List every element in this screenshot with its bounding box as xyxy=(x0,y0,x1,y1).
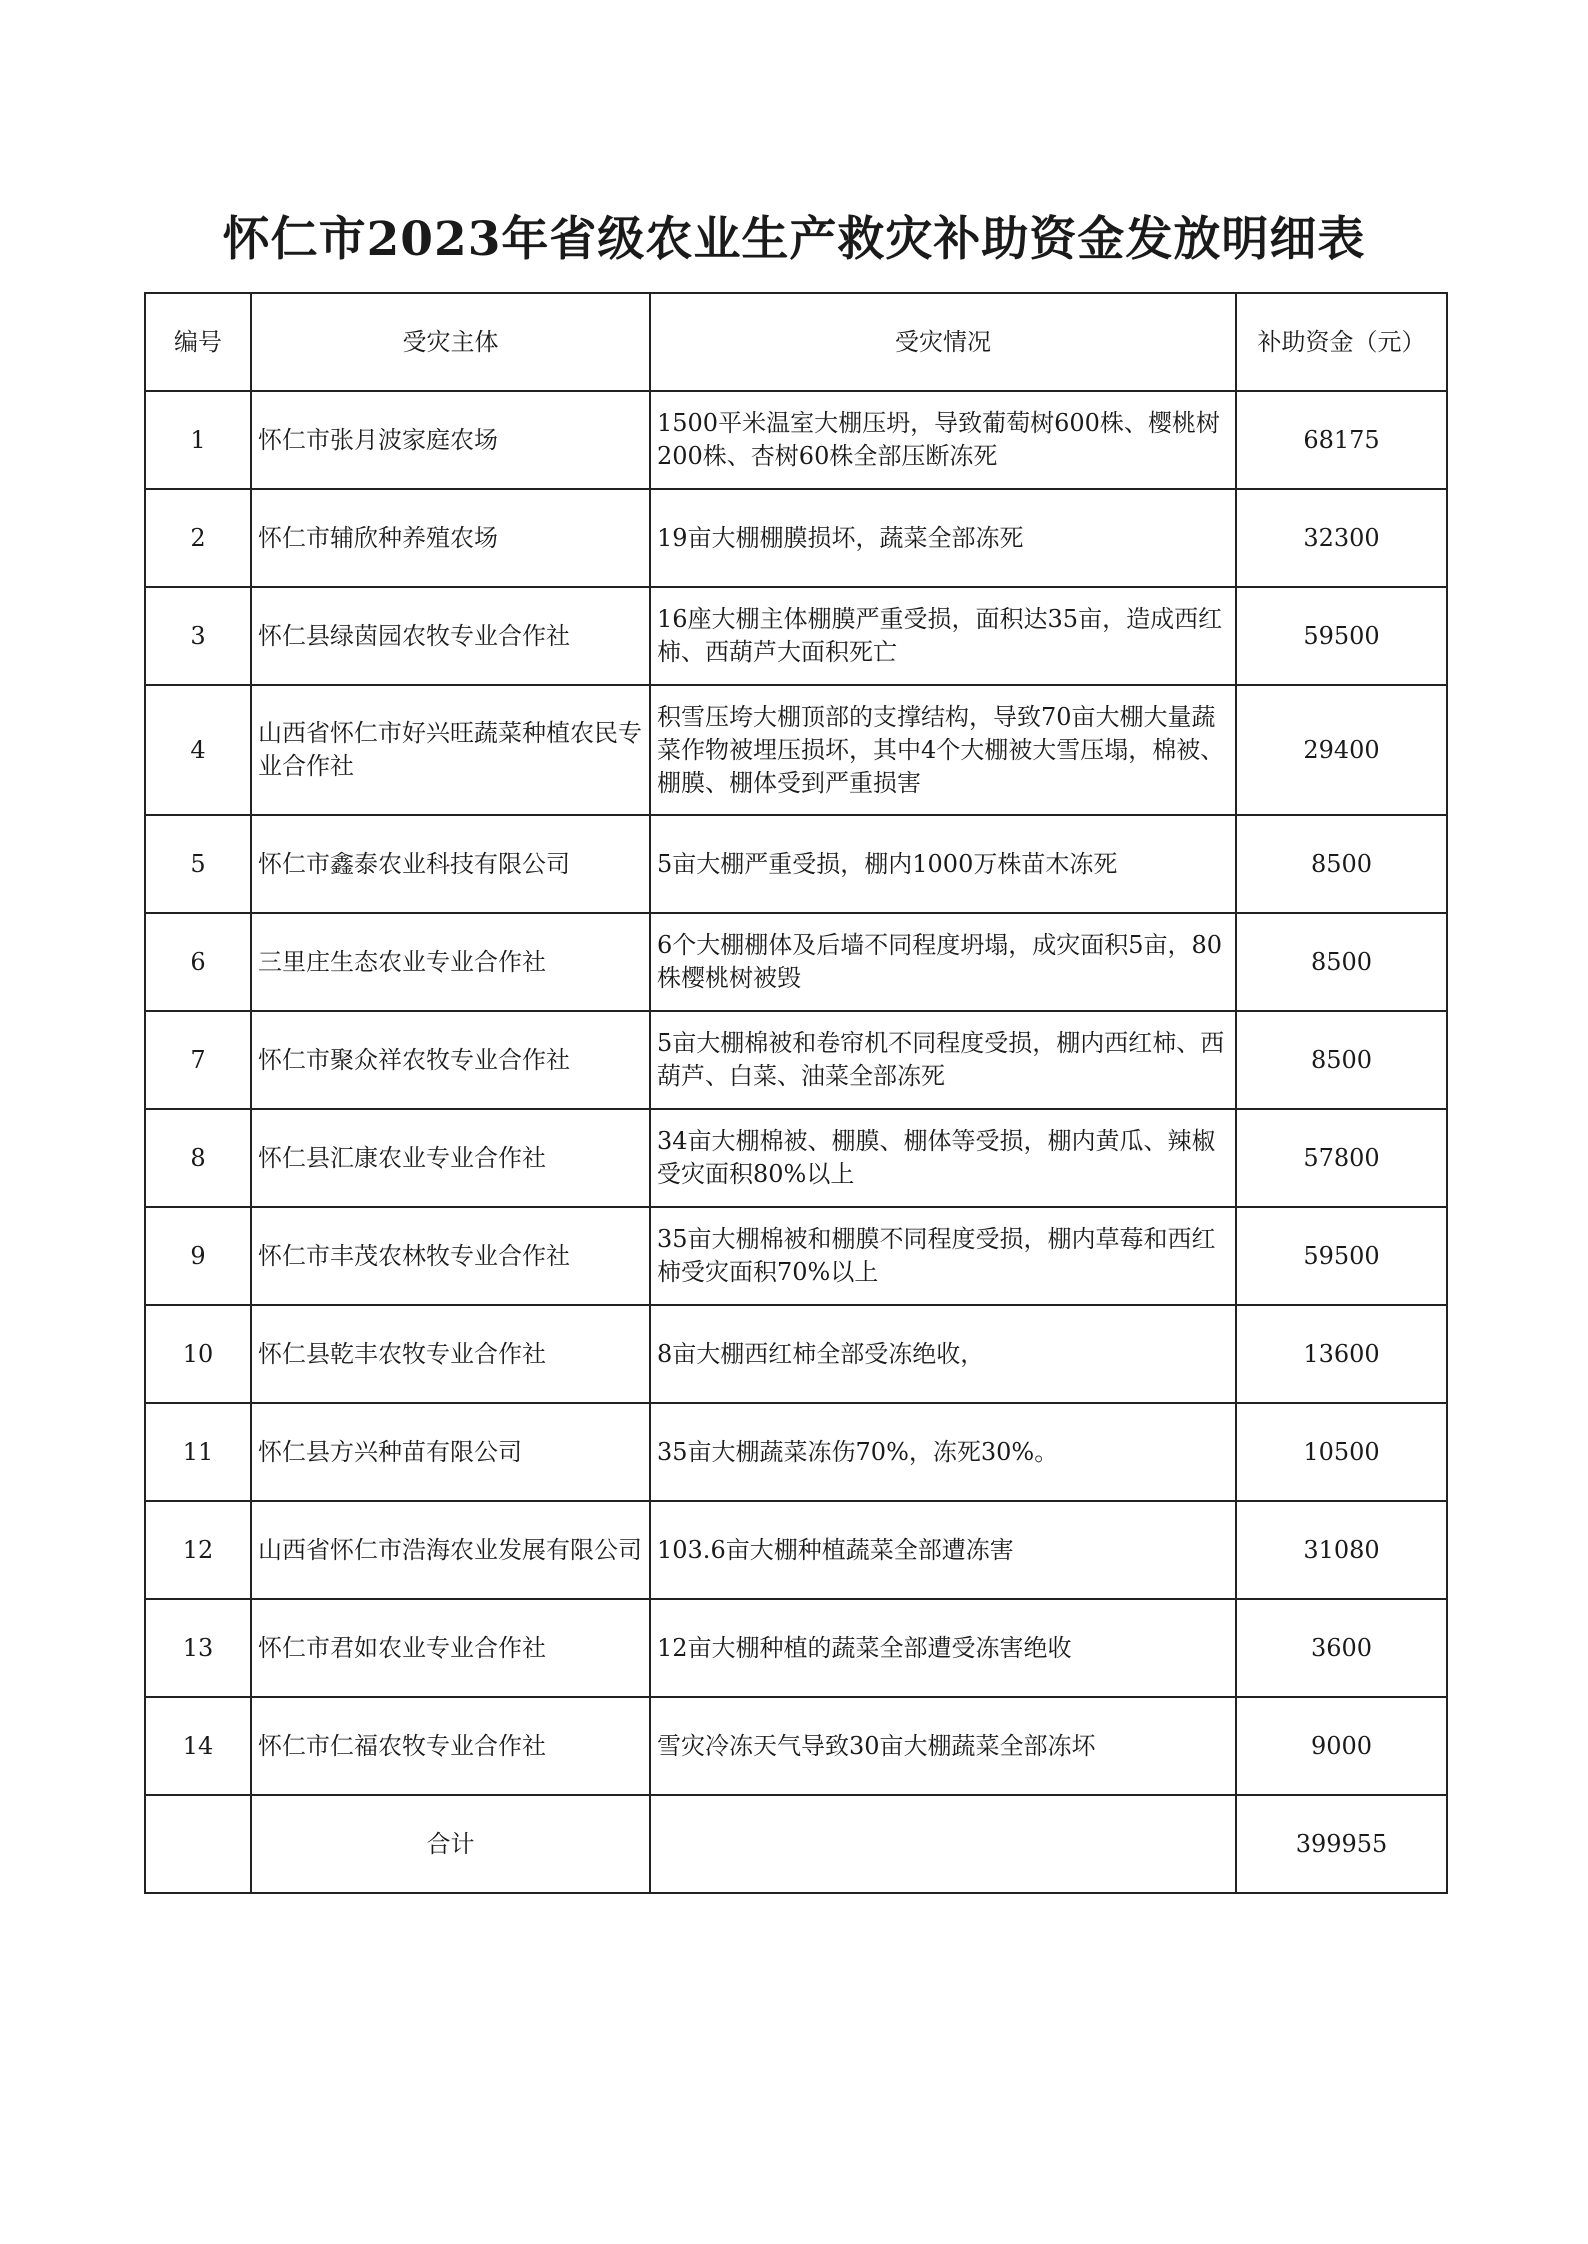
table-row xyxy=(145,587,1447,685)
row-amount: 32300 xyxy=(1236,489,1447,587)
row-entity: 怀仁县绿茵园农牧专业合作社 xyxy=(251,587,650,685)
row-amount: 8500 xyxy=(1236,815,1447,913)
row-entity: 怀仁市君如农业专业合作社 xyxy=(251,1599,650,1697)
table-row xyxy=(145,1207,1447,1305)
row-no: 7 xyxy=(145,1011,251,1109)
table-row xyxy=(145,1599,1447,1697)
row-desc: 35亩大棚棉被和棚膜不同程度受损，棚内草莓和西红柿受灾面积70%以上 xyxy=(650,1207,1236,1305)
row-entity: 怀仁市仁福农牧专业合作社 xyxy=(251,1697,650,1795)
row-desc: 积雪压垮大棚顶部的支撑结构，导致70亩大棚大量蔬菜作物被埋压损坏，其中4个大棚被大雪压塌，棉被、棚膜、棚体受到严重损害 xyxy=(650,685,1236,815)
header-desc: 受灾情况 xyxy=(650,293,1236,391)
row-amount: 57800 xyxy=(1236,1109,1447,1207)
row-entity: 怀仁县乾丰农牧专业合作社 xyxy=(251,1305,650,1403)
table-header-row xyxy=(145,293,1447,391)
row-amount: 8500 xyxy=(1236,913,1447,1011)
row-amount: 10500 xyxy=(1236,1403,1447,1501)
total-row xyxy=(145,1795,1447,1893)
row-desc: 6个大棚棚体及后墙不同程度坍塌，成灾面积5亩，80株樱桃树被毁 xyxy=(650,913,1236,1011)
row-desc: 103.6亩大棚种植蔬菜全部遭冻害 xyxy=(650,1501,1236,1599)
row-no: 2 xyxy=(145,489,251,587)
row-amount: 3600 xyxy=(1236,1599,1447,1697)
row-amount: 68175 xyxy=(1236,391,1447,489)
row-amount: 29400 xyxy=(1236,685,1447,815)
row-desc: 5亩大棚严重受损，棚内1000万株苗木冻死 xyxy=(650,815,1236,913)
table-row xyxy=(145,1697,1447,1795)
table-row xyxy=(145,685,1447,815)
row-no: 3 xyxy=(145,587,251,685)
row-desc: 8亩大棚西红柿全部受冻绝收， xyxy=(650,1305,1236,1403)
row-entity: 三里庄生态农业专业合作社 xyxy=(251,913,650,1011)
row-entity: 怀仁市张月波家庭农场 xyxy=(251,391,650,489)
header-no: 编号 xyxy=(145,293,251,391)
table-row xyxy=(145,1305,1447,1403)
table-row xyxy=(145,815,1447,913)
row-no: 10 xyxy=(145,1305,251,1403)
total-amount: 399955 xyxy=(1236,1795,1447,1893)
row-entity: 怀仁市聚众祥农牧专业合作社 xyxy=(251,1011,650,1109)
row-amount: 31080 xyxy=(1236,1501,1447,1599)
row-desc: 34亩大棚棉被、棚膜、棚体等受损，棚内黄瓜、辣椒受灾面积80%以上 xyxy=(650,1109,1236,1207)
row-entity: 山西省怀仁市好兴旺蔬菜种植农民专业合作社 xyxy=(251,685,650,815)
row-desc: 19亩大棚棚膜损坏，蔬菜全部冻死 xyxy=(650,489,1236,587)
row-no: 9 xyxy=(145,1207,251,1305)
row-no: 8 xyxy=(145,1109,251,1207)
row-no: 5 xyxy=(145,815,251,913)
row-entity: 怀仁县汇康农业专业合作社 xyxy=(251,1109,650,1207)
table-row xyxy=(145,489,1447,587)
row-no: 4 xyxy=(145,685,251,815)
table-row xyxy=(145,913,1447,1011)
row-desc: 16座大棚主体棚膜严重受损，面积达35亩，造成西红柿、西葫芦大面积死亡 xyxy=(650,587,1236,685)
row-entity: 怀仁市丰茂农林牧专业合作社 xyxy=(251,1207,650,1305)
header-amount: 补助资金（元） xyxy=(1236,293,1447,391)
row-amount: 59500 xyxy=(1236,587,1447,685)
row-no: 1 xyxy=(145,391,251,489)
row-amount: 8500 xyxy=(1236,1011,1447,1109)
total-label: 合计 xyxy=(251,1795,650,1893)
row-desc: 12亩大棚种植的蔬菜全部遭受冻害绝收 xyxy=(650,1599,1236,1697)
row-amount: 13600 xyxy=(1236,1305,1447,1403)
row-no: 14 xyxy=(145,1697,251,1795)
row-desc: 35亩大棚蔬菜冻伤70%，冻死30%。 xyxy=(650,1403,1236,1501)
row-entity: 怀仁市辅欣种养殖农场 xyxy=(251,489,650,587)
table-row xyxy=(145,1011,1447,1109)
header-entity: 受灾主体 xyxy=(251,293,650,391)
table-row xyxy=(145,391,1447,489)
page-title: 怀仁市2023年省级农业生产救灾补助资金发放明细表 xyxy=(222,212,1366,267)
total-desc-cell xyxy=(650,1795,1236,1893)
row-no: 6 xyxy=(145,913,251,1011)
row-amount: 59500 xyxy=(1236,1207,1447,1305)
row-desc: 1500平米温室大棚压坍，导致葡萄树600株、樱桃树200株、杏树60株全部压断冻死 xyxy=(650,391,1236,489)
row-no: 13 xyxy=(145,1599,251,1697)
row-entity: 山西省怀仁市浩海农业发展有限公司 xyxy=(251,1501,650,1599)
row-desc: 雪灾冷冻天气导致30亩大棚蔬菜全部冻坏 xyxy=(650,1697,1236,1795)
row-no: 12 xyxy=(145,1501,251,1599)
table-row xyxy=(145,1403,1447,1501)
row-entity: 怀仁县方兴种苗有限公司 xyxy=(251,1403,650,1501)
row-desc: 5亩大棚棉被和卷帘机不同程度受损，棚内西红柿、西葫芦、白菜、油菜全部冻死 xyxy=(650,1011,1236,1109)
subsidy-detail-table xyxy=(144,292,1448,1894)
row-amount: 9000 xyxy=(1236,1697,1447,1795)
row-no: 11 xyxy=(145,1403,251,1501)
table-row xyxy=(145,1501,1447,1599)
table-row xyxy=(145,1109,1447,1207)
total-no-cell xyxy=(145,1795,251,1893)
row-entity: 怀仁市鑫泰农业科技有限公司 xyxy=(251,815,650,913)
